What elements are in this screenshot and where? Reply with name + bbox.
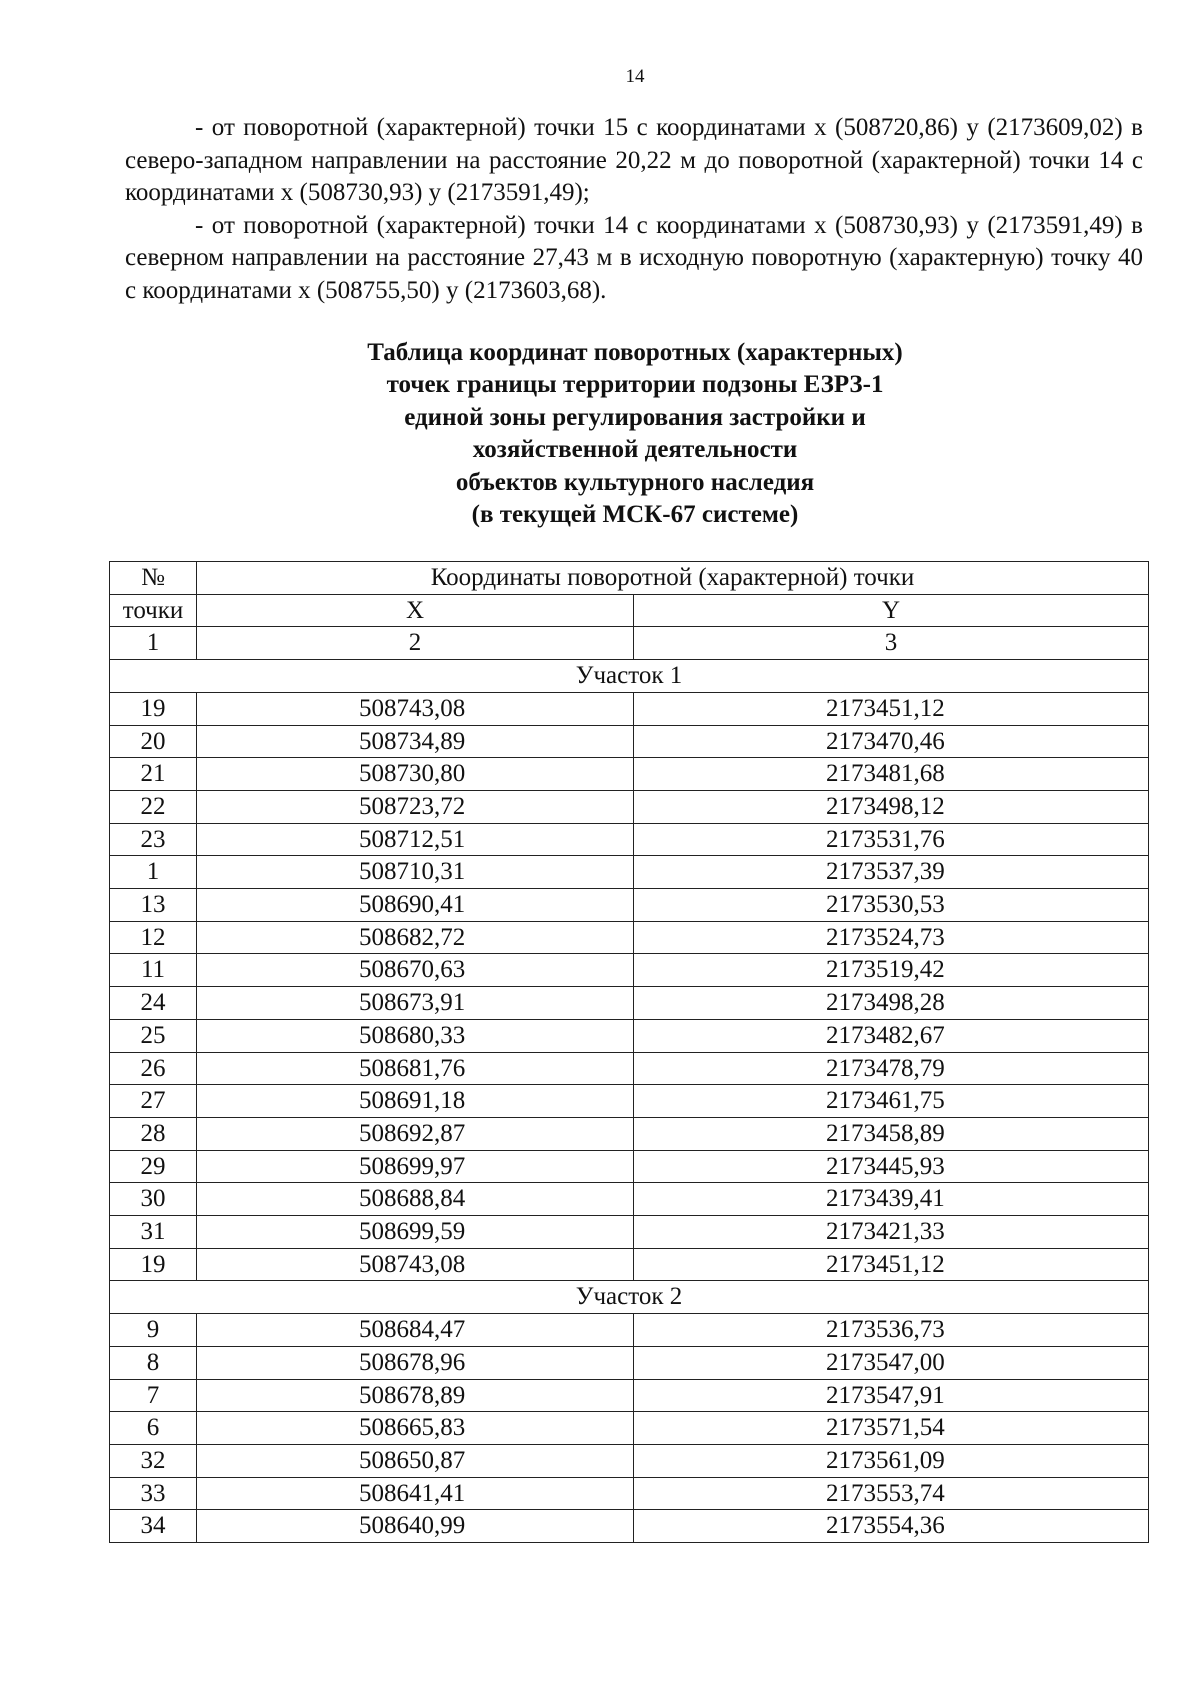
y-coordinate-cell: 2173478,79 [634, 1052, 1149, 1085]
page-number: 14 [625, 66, 645, 87]
y-coordinate-cell: 2173461,75 [634, 1085, 1149, 1118]
y-coordinate-cell: 2173547,00 [634, 1346, 1149, 1379]
column-index: 1 [110, 627, 197, 660]
x-coordinate-cell: 508641,41 [197, 1477, 634, 1510]
paragraph: - от поворотной (характерной) точки 15 с координатами х (508720,86) у (2173609,02) в северо-западном направлении на расстояние 20,22 м до поворотной (характерной) точки 14 с координатами х (508730,93) у (2173591,49); [125, 114, 1143, 207]
point-number-cell: 13 [110, 889, 197, 922]
paragraph: - от поворотной (характерной) точки 14 с координатами х (508730,93) у (2173591,49) в северном направлении на расстояние 27,43 м в исходную поворотную (характерную) точку 40 с координатами х (508755,50) у (2173603,68). [125, 211, 1143, 304]
x-coordinate-cell: 508743,08 [197, 692, 634, 725]
table-row [110, 954, 1149, 987]
x-coordinate-cell: 508678,89 [197, 1379, 634, 1412]
table-row [110, 1477, 1149, 1510]
point-number-cell: 34 [110, 1510, 197, 1543]
point-number-cell: 24 [110, 987, 197, 1020]
table-row [110, 1150, 1149, 1183]
table-row [110, 856, 1149, 889]
title-line: (в текущей МСК-67 системе) [471, 501, 799, 529]
point-number-cell: 21 [110, 758, 197, 791]
point-number-cell: 23 [110, 823, 197, 856]
point-number-cell: 30 [110, 1183, 197, 1216]
point-number-cell: 22 [110, 790, 197, 823]
point-number-cell: 7 [110, 1379, 197, 1412]
y-coordinate-cell: 2173421,33 [634, 1216, 1149, 1249]
table-row [110, 790, 1149, 823]
title-line: хозяйственной деятельности [472, 436, 798, 464]
x-coordinate-cell: 508681,76 [197, 1052, 634, 1085]
y-coordinate-cell: 2173445,93 [634, 1150, 1149, 1183]
x-coordinate-cell: 508678,96 [197, 1346, 634, 1379]
y-coordinate-cell: 2173524,73 [634, 921, 1149, 954]
point-number-cell: 19 [110, 692, 197, 725]
header-num-label: точки [110, 594, 197, 627]
table-row [110, 1510, 1149, 1543]
point-number-cell: 25 [110, 1019, 197, 1052]
x-coordinate-cell: 508670,63 [197, 954, 634, 987]
y-coordinate-cell: 2173553,74 [634, 1477, 1149, 1510]
header-coords-title: Координаты поворотной (характерной) точки [197, 562, 1149, 595]
column-index: 3 [634, 627, 1149, 660]
point-number-cell: 20 [110, 725, 197, 758]
table-row [110, 692, 1149, 725]
table-row [110, 1117, 1149, 1150]
point-number-cell: 29 [110, 1150, 197, 1183]
column-index-row [110, 627, 1149, 660]
x-coordinate-cell: 508734,89 [197, 725, 634, 758]
x-coordinate-cell: 508680,33 [197, 1019, 634, 1052]
title-line: точек границы территории подзоны ЕЗРЗ-1 [386, 371, 884, 399]
x-coordinate-cell: 508665,83 [197, 1412, 634, 1445]
x-coordinate-cell: 508690,41 [197, 889, 634, 922]
x-coordinate-cell: 508673,91 [197, 987, 634, 1020]
point-number-cell: 26 [110, 1052, 197, 1085]
coordinates-table [109, 561, 1149, 1543]
point-number-cell: 33 [110, 1477, 197, 1510]
table-row [110, 1314, 1149, 1347]
y-coordinate-cell: 2173451,12 [634, 692, 1149, 725]
table-row [110, 1346, 1149, 1379]
point-number-cell: 11 [110, 954, 197, 987]
column-index: 2 [197, 627, 634, 660]
y-coordinate-cell: 2173537,39 [634, 856, 1149, 889]
table-row [110, 1444, 1149, 1477]
header-row [110, 594, 1149, 627]
point-number-cell: 6 [110, 1412, 197, 1445]
x-coordinate-cell: 508684,47 [197, 1314, 634, 1347]
x-coordinate-cell: 508682,72 [197, 921, 634, 954]
point-number-cell: 31 [110, 1216, 197, 1249]
table-row [110, 1248, 1149, 1281]
x-coordinate-cell: 508730,80 [197, 758, 634, 791]
table-row [110, 1216, 1149, 1249]
table-title [0, 337, 1200, 531]
y-coordinate-cell: 2173498,28 [634, 987, 1149, 1020]
x-coordinate-cell: 508692,87 [197, 1117, 634, 1150]
y-coordinate-cell: 2173554,36 [634, 1510, 1149, 1543]
point-number-cell: 28 [110, 1117, 197, 1150]
point-number-cell: 19 [110, 1248, 197, 1281]
x-coordinate-cell: 508712,51 [197, 823, 634, 856]
title-line: объектов культурного наследия [455, 468, 815, 496]
title-line: Таблица координат поворотных (характерных) [367, 339, 903, 366]
point-number-cell: 1 [110, 856, 197, 889]
y-coordinate-cell: 2173451,12 [634, 1248, 1149, 1281]
point-number-cell: 27 [110, 1085, 197, 1118]
header-row [110, 562, 1149, 595]
table-row [110, 921, 1149, 954]
table-row [110, 987, 1149, 1020]
x-coordinate-cell: 508743,08 [197, 1248, 634, 1281]
x-coordinate-cell: 508723,72 [197, 790, 634, 823]
y-coordinate-cell: 2173547,91 [634, 1379, 1149, 1412]
y-coordinate-cell: 2173531,76 [634, 823, 1149, 856]
y-coordinate-cell: 2173536,73 [634, 1314, 1149, 1347]
y-coordinate-cell: 2173470,46 [634, 725, 1149, 758]
title-line: единой зоны регулирования застройки и [404, 403, 866, 431]
point-number-cell: 32 [110, 1444, 197, 1477]
table-row [110, 1019, 1149, 1052]
table-row [110, 889, 1149, 922]
x-coordinate-cell: 508691,18 [197, 1085, 634, 1118]
table-row [110, 1052, 1149, 1085]
x-coordinate-cell: 508640,99 [197, 1510, 634, 1543]
y-coordinate-cell: 2173458,89 [634, 1117, 1149, 1150]
y-coordinate-cell: 2173571,54 [634, 1412, 1149, 1445]
table-row [110, 1379, 1149, 1412]
section-row [110, 660, 1149, 693]
y-coordinate-cell: 2173561,09 [634, 1444, 1149, 1477]
y-coordinate-cell: 2173482,67 [634, 1019, 1149, 1052]
section-row [110, 1281, 1149, 1314]
table-row [110, 758, 1149, 791]
y-coordinate-cell: 2173498,12 [634, 790, 1149, 823]
x-coordinate-cell: 508650,87 [197, 1444, 634, 1477]
body-text [125, 112, 1143, 308]
section-title: Участок 1 [110, 660, 1149, 693]
table-row [110, 823, 1149, 856]
x-coordinate-cell: 508688,84 [197, 1183, 634, 1216]
y-coordinate-cell: 2173519,42 [634, 954, 1149, 987]
y-coordinate-cell: 2173530,53 [634, 889, 1149, 922]
header-x-label: X [197, 594, 634, 627]
y-coordinate-cell: 2173439,41 [634, 1183, 1149, 1216]
table-row [110, 725, 1149, 758]
x-coordinate-cell: 508710,31 [197, 856, 634, 889]
point-number-cell: 8 [110, 1346, 197, 1379]
table-row [110, 1412, 1149, 1445]
point-number-cell: 12 [110, 921, 197, 954]
x-coordinate-cell: 508699,59 [197, 1216, 634, 1249]
point-number-cell: 9 [110, 1314, 197, 1347]
table-row [110, 1183, 1149, 1216]
y-coordinate-cell: 2173481,68 [634, 758, 1149, 791]
header-num-symbol: № [110, 562, 197, 595]
x-coordinate-cell: 508699,97 [197, 1150, 634, 1183]
section-title: Участок 2 [110, 1281, 1149, 1314]
header-y-label: Y [634, 594, 1149, 627]
table-row [110, 1085, 1149, 1118]
